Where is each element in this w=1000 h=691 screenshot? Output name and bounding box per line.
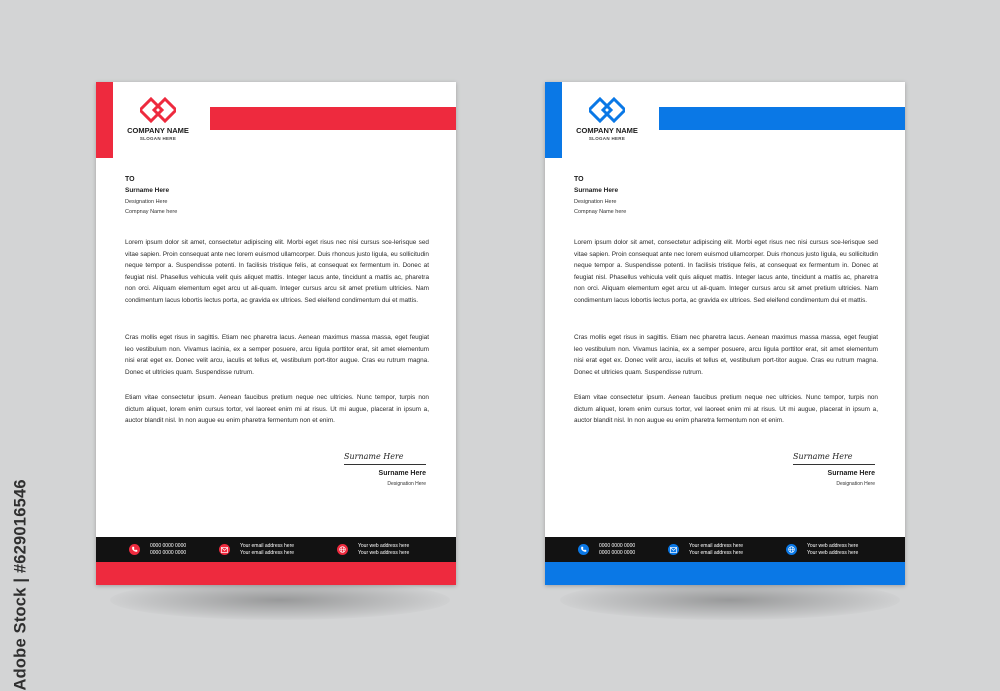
body-paragraph-3: Etiam vitae consectetur ipsum. Aenean faucibus pretium neque nec ultricies. Nunc tempor, turpis non dictum aliquet, lorem enim cursus tortor, vel laoreet enim mi at risus. Ut mi augue, placerat in ipsum a, auctor blandit nisl. In non augue eu enim pharetra fermentum non et enim. — [125, 394, 429, 424]
phone-line-1: 0000 0000 0000 — [599, 543, 636, 549]
signature-designation: Designation Here — [836, 481, 875, 487]
signature-line — [793, 464, 875, 465]
web-line-1: Your web address here — [807, 543, 859, 549]
body-paragraph-1: Lorem ipsum dolor sit amet, consectetur adipiscing elit. Morbi eget risus nec nisi cursus sce-lerisque sed vitae sapien. Proin consequat ante nec lorem euismod ullamcorper. Duis rhoncus justo ligula, eu sollicitudin neque tempor a. Suspendisse potenti. In facilisis tristique felis, at consequat ex fermentum in. Donec at feugiat nisl. Phasellus vehicula velit quis aliquet mattis. Integer lacus ante, tincidunt a mattis ac, pharetra non orci. Aliquam elementum eget arcu ut ali-quam. Integer cursus arcu sit amet pretium ultricies. Nam condimentum lacus lobortis lectus porta, ac gravida ex ultrices. Sed eleifend condimentum dui et mattis. — [574, 239, 878, 304]
accent-vertical-bar — [96, 82, 113, 158]
paper-shadow-right — [560, 580, 900, 620]
accent-vertical-bar — [545, 82, 562, 158]
signature: Surname Here — [793, 452, 853, 461]
double-diamond-icon — [140, 97, 176, 123]
to-label: TO — [574, 176, 584, 183]
company-name: COMPANY NAME — [127, 126, 189, 135]
accent-horizontal-bar — [659, 107, 905, 130]
signature-line — [344, 464, 426, 465]
envelope-icon — [219, 544, 230, 555]
recipient-company: Compnay Name here — [125, 209, 178, 215]
slogan: SLOGAN HERE — [588, 136, 626, 141]
envelope-icon — [668, 544, 679, 555]
email-line-1: Your email address here — [240, 543, 295, 549]
letterhead-red — [96, 82, 456, 585]
slogan: SLOGAN HERE — [139, 136, 177, 141]
accent-horizontal-bar — [210, 107, 456, 130]
recipient-designation: Designation Here — [574, 199, 617, 205]
company-name: COMPANY NAME — [576, 126, 638, 135]
phone-line-1: 0000 0000 0000 — [150, 543, 187, 549]
recipient-name: Surname Here — [125, 187, 170, 194]
body-paragraph-1: Lorem ipsum dolor sit amet, consectetur adipiscing elit. Morbi eget risus nec nisi cursus sce-lerisque sed vitae sapien. Proin consequat ante nec lorem euismod ullamcorper. Duis rhoncus justo ligula, eu sollicitudin neque tempor a. Suspendisse potenti. In facilisis tristique felis, at consequat ex fermentum in. Donec at feugiat nisl. Phasellus vehicula velit quis aliquet mattis. Integer lacus ante, tincidunt a mattis ac, pharetra non orci. Aliquam elementum eget arcu ut ali-quam. Integer cursus arcu sit amet pretium ultricies. Nam condimentum lacus lobortis lectus porta, ac gravida ex ultrices. Sed eleifend condimentum dui et mattis. — [125, 239, 429, 304]
phone-line-2: 0000 0000 0000 — [150, 550, 187, 556]
web-line-2: Your web address here — [807, 550, 859, 556]
phone-line-2: 0000 0000 0000 — [599, 550, 636, 556]
phone-icon — [578, 544, 589, 555]
double-diamond-icon — [589, 97, 625, 123]
globe-icon — [337, 544, 348, 555]
footer-contact-bar — [545, 537, 905, 562]
email-line-2: Your email address here — [240, 550, 295, 556]
body-paragraph-3: Etiam vitae consectetur ipsum. Aenean faucibus pretium neque nec ultricies. Nunc tempor, turpis non dictum aliquet, lorem enim cursus tortor, vel laoreet enim mi at risus. Ut mi augue, placerat in ipsum a, auctor blandit nisl. In non augue eu enim pharetra fermentum non et enim. — [574, 394, 878, 424]
web-line-1: Your web address here — [358, 543, 410, 549]
recipient-company: Compnay Name here — [574, 209, 627, 215]
to-label: TO — [125, 176, 135, 183]
web-line-2: Your web address here — [358, 550, 410, 556]
signature-name: Surname Here — [378, 470, 426, 477]
stock-id-watermark: Adobe Stock | #629016546 — [11, 479, 30, 691]
signature-name: Surname Here — [827, 470, 875, 477]
signature: Surname Here — [344, 452, 404, 461]
accent-bottom-bar — [96, 562, 456, 585]
body-paragraph-2: Cras mollis eget risus in sagittis. Etiam nec pharetra lacus. Aenean maximus massa massa, eget feugiat leo vestibulum non. Vivamus lacinia, ex a semper posuere, arcu ligula porttitor erat, sit amet elementum nisi erat eget ex. Donec velit arcu, iaculis et tellus et, vestibulum port-titor augue. Cras eu rutrum magna. Donec et ultricies quam. Suspendisse rutrum. — [574, 334, 878, 376]
paper-shadow-left — [110, 580, 450, 620]
recipient-designation: Designation Here — [125, 199, 168, 205]
footer-contact-bar — [96, 537, 456, 562]
email-line-1: Your email address here — [689, 543, 744, 549]
email-line-2: Your email address here — [689, 550, 744, 556]
phone-icon — [129, 544, 140, 555]
globe-icon — [786, 544, 797, 555]
letterhead-blue — [545, 82, 905, 585]
body-paragraph-2: Cras mollis eget risus in sagittis. Etiam nec pharetra lacus. Aenean maximus massa massa, eget feugiat leo vestibulum non. Vivamus lacinia, ex a semper posuere, arcu ligula porttitor erat, sit amet elementum nisi erat eget ex. Donec velit arcu, iaculis et tellus et, vestibulum port-titor augue. Cras eu rutrum magna. Donec et ultricies quam. Suspendisse rutrum. — [125, 334, 429, 376]
recipient-name: Surname Here — [574, 187, 619, 194]
signature-designation: Designation Here — [387, 481, 426, 487]
accent-bottom-bar — [545, 562, 905, 585]
